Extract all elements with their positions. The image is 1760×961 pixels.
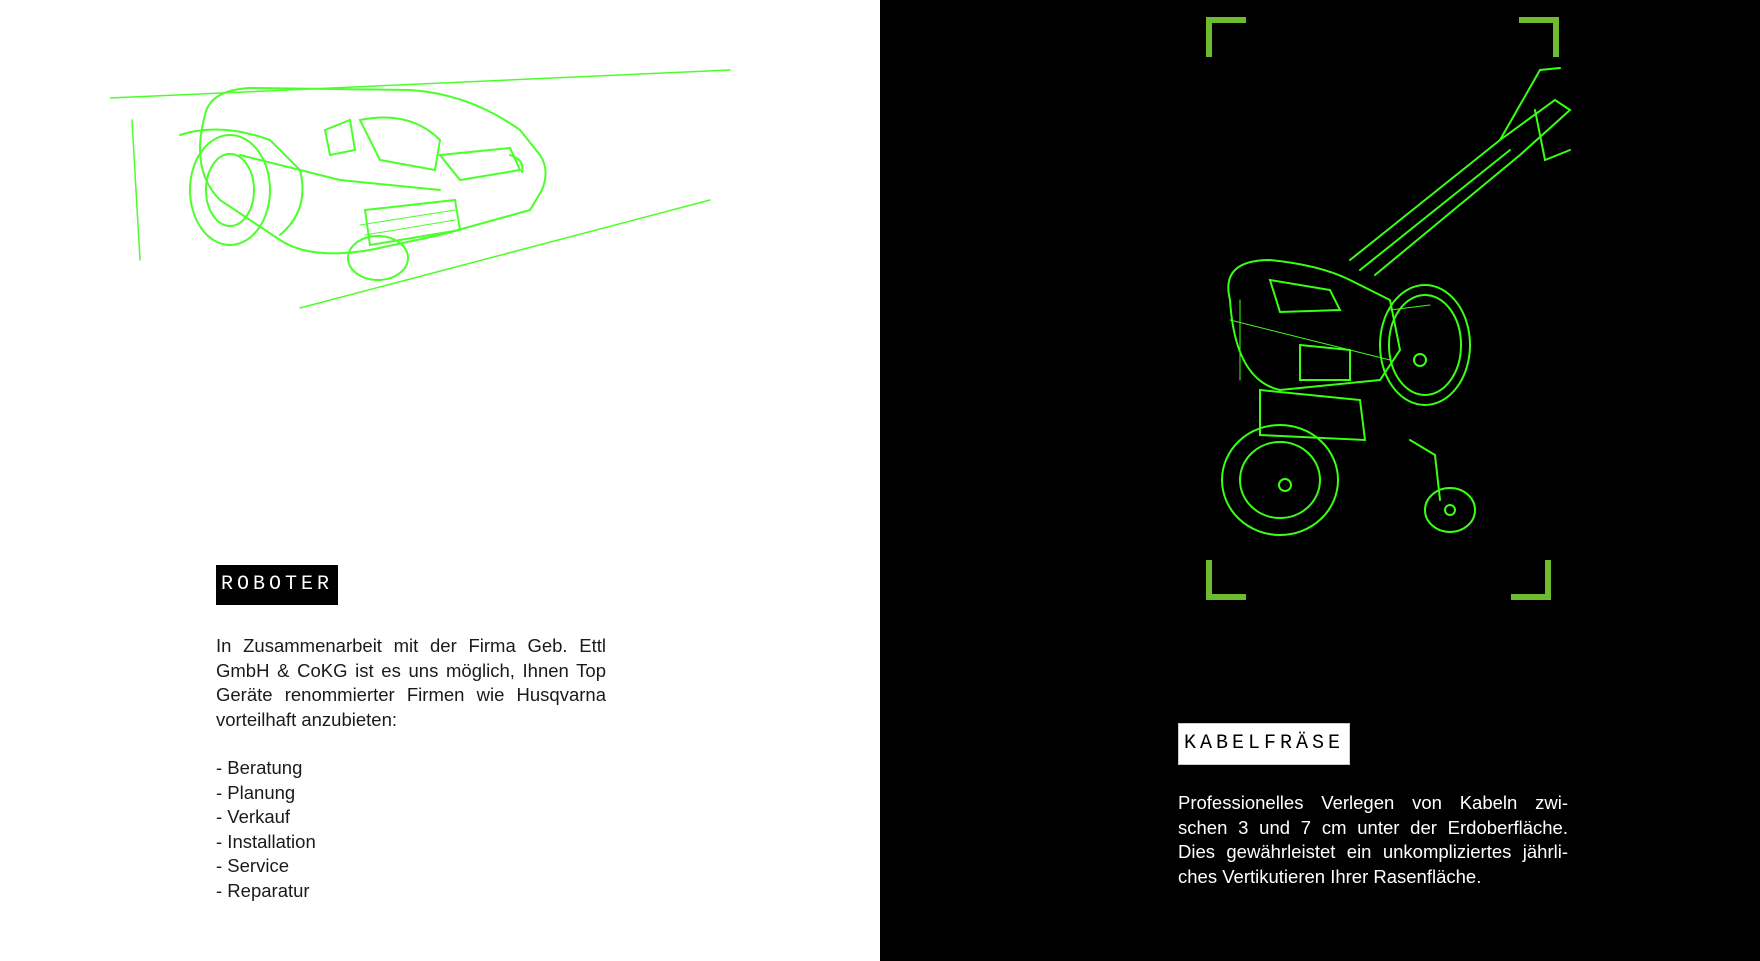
description-line: schen 3 und 7 cm unter der Erdoberfläche. <box>1178 816 1568 838</box>
service-item: - Service <box>216 855 289 876</box>
service-item: - Planung <box>216 781 296 803</box>
service-item: - Installation <box>216 830 316 852</box>
service-item: - Reparatur <box>216 879 310 901</box>
description-line: Professionelles Verlegen von Kabeln zwi- <box>1178 792 1568 813</box>
service-item: - Beratung <box>216 757 303 778</box>
frame-corner-top-right <box>1519 17 1559 57</box>
robot-mower-sketch <box>110 60 750 340</box>
kabelfraese-description <box>1178 791 1568 889</box>
description-line: Dies gewährleistet ein unkompliziertes jährli- <box>1178 841 1568 862</box>
roboter-label: ROBOTER <box>216 565 338 605</box>
frame-corner-top-left <box>1206 17 1246 57</box>
cable-trencher-sketch <box>1200 60 1580 560</box>
service-item: - Verkauf <box>216 806 291 827</box>
frame-corner-bottom-left <box>1206 560 1246 600</box>
frame-corner-bottom-right <box>1511 560 1551 600</box>
description-line: ches Vertikutieren Ihrer Rasenfläche. <box>1178 865 1482 887</box>
kabelfraese-label: KABELFRÄSE <box>1178 723 1350 765</box>
roboter-description: In Zusammenarbeit mit der Firma Geb. Ettl GmbH & CoKG ist es uns möglich, Ihnen Top Geräte renommierter Firmen wie Husqvarna vorteilhaft anzubieten: <box>216 635 606 730</box>
services-list <box>216 756 316 903</box>
